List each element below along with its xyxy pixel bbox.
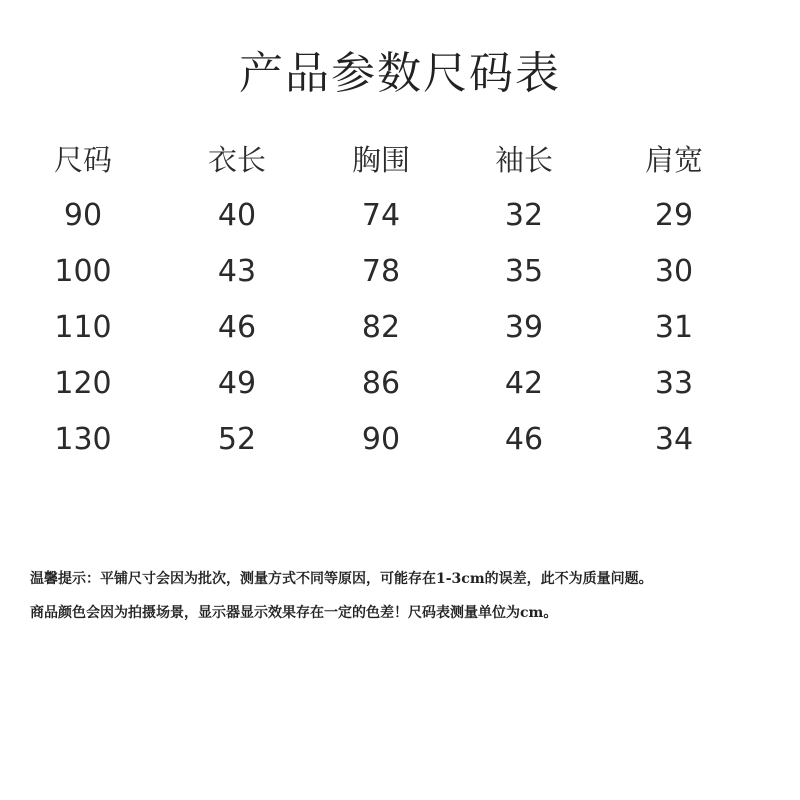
cell-length: 43 [217,254,257,289]
cell-size: 120 [54,366,112,401]
cell-size: 100 [54,254,112,289]
cell-size: 90 [63,198,103,233]
cell-shoulder: 31 [654,310,694,345]
cell-chest: 82 [361,310,401,345]
cell-sleeve: 46 [504,422,544,457]
table-row [0,188,800,244]
size-table [0,132,800,468]
cell-length: 40 [217,198,257,233]
header-length: 衣长 [207,143,266,177]
cell-chest: 78 [361,254,401,289]
note-measurement-tip: 温馨提示：平铺尺寸会因为批次，测量方式不同等原因，可能存在1-3cm的误差，此不为质量问题。 [30,571,653,587]
table-header-row [0,132,800,188]
header-chest: 胸围 [351,143,410,177]
cell-shoulder: 29 [654,198,694,233]
cell-sleeve: 42 [504,366,544,401]
note-color-tip: 商品颜色会因为拍摄场景，显示器显示效果存在一定的色差！尺码表测量单位为cm。 [30,605,558,621]
cell-sleeve: 35 [504,254,544,289]
table-row [0,356,800,412]
notes-block [30,562,780,630]
cell-length: 52 [217,422,257,457]
cell-shoulder: 30 [654,254,694,289]
cell-shoulder: 33 [654,366,694,401]
cell-sleeve: 39 [504,310,544,345]
cell-chest: 74 [361,198,401,233]
cell-shoulder: 34 [654,422,694,457]
cell-length: 49 [217,366,257,401]
header-size: 尺码 [53,143,112,177]
cell-chest: 90 [361,422,401,457]
table-row [0,244,800,300]
table-row [0,300,800,356]
cell-size: 130 [54,422,112,457]
table-row [0,412,800,468]
cell-length: 46 [217,310,257,345]
header-sleeve: 袖长 [494,143,553,177]
cell-chest: 86 [361,366,401,401]
header-shoulder: 肩宽 [644,143,703,177]
page-title: 产品参数尺码表 [239,48,561,99]
cell-size: 110 [54,310,112,345]
cell-sleeve: 32 [504,198,544,233]
